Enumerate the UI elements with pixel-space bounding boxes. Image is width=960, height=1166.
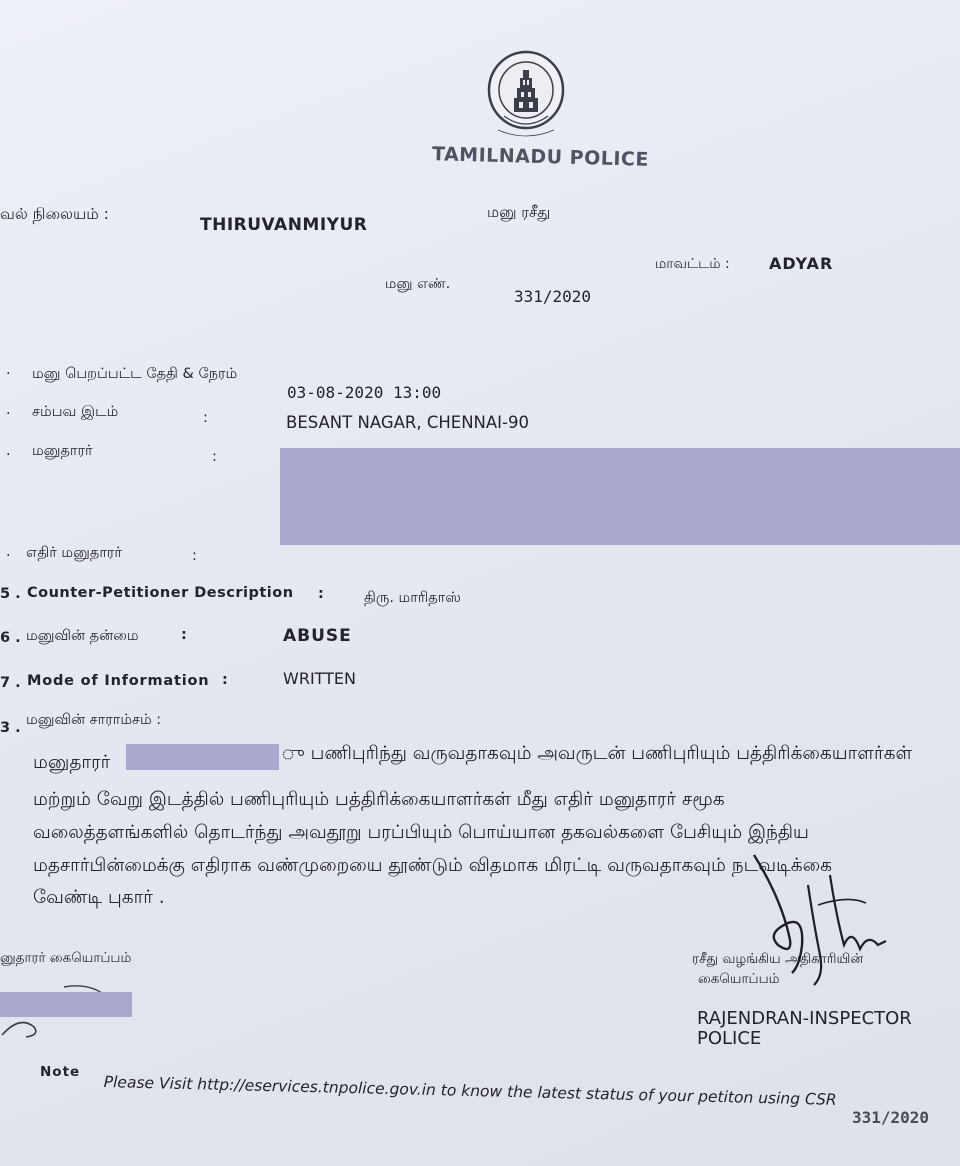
field-8-number: 3 .: [0, 720, 21, 736]
field-1-value: 03-08-2020 13:00: [287, 383, 442, 402]
officer-name: RAJENDRAN-INSPECTOR: [697, 1008, 912, 1029]
summary-line-4: மதசார்பின்மைக்கு எதிராக வண்முறையை தூண்டும் விதமாக மிரட்டி வருவதாகவும் நடவடிக்கை: [33, 855, 832, 876]
field-1-label: மனு பெறப்பட்ட தேதி & நேரம்: [32, 366, 238, 382]
field-5-number: 5 .: [0, 586, 21, 602]
district-value: ADYAR: [769, 254, 834, 273]
summary-line-3: வலைத்தளங்களில் தொடர்ந்து அவதூறு பரப்பியும் பொய்யான தகவல்களை பேசியும் இந்திய: [33, 822, 809, 843]
field-5-value: திரு. மாரிதாஸ்: [364, 590, 461, 606]
petition-number-value: 331/2020: [514, 287, 592, 306]
note-csr-number: 331/2020: [852, 1108, 930, 1127]
field-4-separator: :: [192, 548, 197, 564]
district-label: மாவட்டம் :: [655, 256, 730, 272]
station-label: வல் நிலையம் :: [0, 205, 109, 223]
station-value: THIRUVANMIYUR: [200, 215, 368, 235]
field-7-number: 7 .: [0, 675, 21, 691]
field-7-separator: :: [222, 672, 228, 688]
officer-department: POLICE: [697, 1028, 762, 1049]
field-2-label: சம்பவ இடம்: [32, 404, 119, 420]
petitioner-signature-label: னுதாரர் கையொப்பம்: [0, 950, 132, 966]
field-2-separator: :: [203, 410, 208, 426]
organization-title: TAMILNADU POLICE: [431, 143, 650, 171]
petition-number-label: மனு எண்.: [385, 276, 451, 292]
field-1-number: .: [6, 362, 11, 378]
field-4-label: எதிர் மனுதாரர்: [26, 545, 122, 561]
field-6-value: ABUSE: [283, 626, 352, 646]
note-label: Note: [40, 1064, 81, 1080]
summary-line-5: வேண்டி புகார் .: [33, 887, 165, 908]
officer-signature-label-line-2: கையொப்பம்: [698, 971, 780, 987]
field-2-value: BESANT NAGAR, CHENNAI-90: [286, 413, 529, 432]
field-6-label: மனுவின் தன்மை: [26, 628, 139, 644]
note-text: Please Visit http://eservices.tnpolice.gov.in to know the latest status of your petiton using CSR: [103, 1073, 837, 1109]
field-6-separator: :: [181, 627, 187, 643]
field-3-separator: :: [212, 449, 217, 465]
field-2-number: .: [6, 402, 11, 418]
field-4-number: .: [6, 544, 11, 560]
field-8-label: மனுவின் சாராம்சம் :: [26, 712, 162, 728]
redacted-petitioner-signature: [0, 992, 132, 1017]
tamilnadu-police-seal-icon: [486, 50, 566, 138]
field-7-value: WRITTEN: [283, 669, 356, 688]
field-7-label: Mode of Information: [27, 673, 210, 689]
summary-line-1-start: மனுதாரர்: [33, 752, 111, 773]
redacted-petitioner-block: [280, 448, 960, 545]
field-3-label: மனுதாரர்: [32, 443, 93, 459]
summary-line-1-rest: ு பணிபுரிந்து வருவதாகவும் அவருடன் பணிபுரியும் பத்திரிக்கையாளர்கள்: [281, 743, 913, 764]
redacted-name-inline: [126, 744, 279, 770]
officer-signature-label-line-1: ரசீது வழங்கிய அதிகாரியின்: [692, 951, 864, 967]
receipt-title: மனு ரசீது: [487, 203, 551, 221]
field-5-separator: :: [318, 586, 324, 602]
field-5-label: Counter-Petitioner Description: [27, 585, 294, 601]
summary-line-2: மற்றும் வேறு இடத்தில் பணிபுரியும் பத்திரிக்கையாளர்கள் மீது எதிர் மனுதாரர் சமூக: [33, 789, 725, 810]
field-6-number: 6 .: [0, 630, 21, 646]
field-3-number: .: [6, 443, 11, 459]
